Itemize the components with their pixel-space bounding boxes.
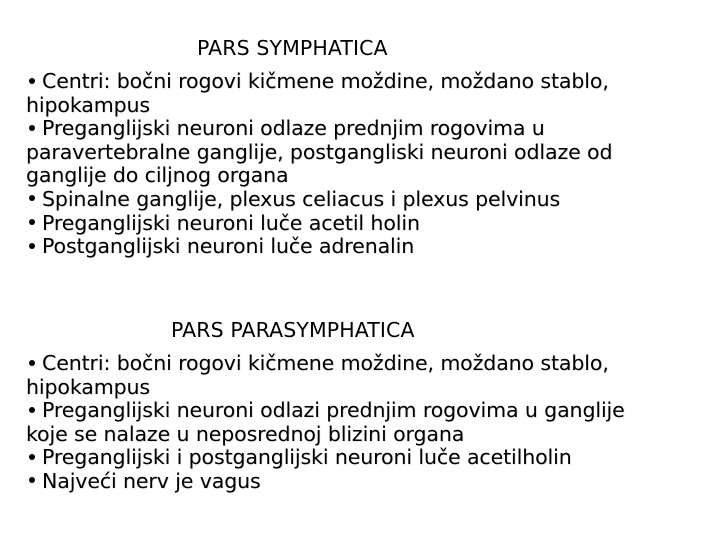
parasymphatica-bullet-list [26, 352, 656, 494]
bullet-text: Preganglijski i postganglijski neuroni luče acetilholin [42, 445, 572, 470]
bullet-item [26, 117, 656, 188]
bullet-item [26, 188, 656, 212]
bullet-text: Preganglijski neuroni luče acetil holin [42, 210, 420, 235]
bullet-text: Postganglijski neuroni luče adrenalin [42, 234, 415, 259]
bullet-dot-icon [29, 477, 35, 483]
bullet-dot-icon [29, 243, 35, 249]
bullet-dot-icon [29, 78, 35, 84]
bullet-text: Preganglijski neuroni odlazi prednjim rogovima u ganglije koje se nalaze u neposrednoj blizini organa [26, 398, 625, 446]
bullet-text: Najveći nerv je vagus [42, 468, 261, 493]
bullet-text: Preganglijski neuroni odlaze prednjim rogovima u paravertebralne ganglije, postgangliski neuroni odlaze od ganglije do ciljnog organa [26, 116, 613, 188]
bullet-dot-icon [29, 360, 35, 366]
bullet-dot-icon [29, 407, 35, 413]
bullet-dot-icon [29, 454, 35, 460]
bullet-item [26, 446, 656, 470]
bullet-dot-icon [29, 125, 35, 131]
bullet-item [26, 470, 656, 494]
bullet-item [26, 235, 656, 259]
bullet-item [26, 399, 656, 446]
bullet-dot-icon [29, 195, 35, 201]
section-title-symphatica: PARS SYMPHATICA [197, 36, 388, 60]
bullet-item [26, 70, 656, 117]
bullet-dot-icon [29, 219, 35, 225]
bullet-item [26, 212, 656, 236]
bullet-text: Centri: bočni rogovi kičmene moždine, moždano stablo, hipokampus [26, 351, 609, 399]
bullet-item [26, 352, 656, 399]
bullet-text: Centri: bočni rogovi kičmene moždine, moždano stablo, hipokampus [26, 69, 609, 117]
section-title-parasymphatica: PARS PARASYMPHATICA [171, 318, 415, 342]
bullet-text: Spinalne ganglije, plexus celiacus i plexus pelvinus [42, 186, 561, 211]
symphatica-bullet-list [26, 70, 656, 259]
